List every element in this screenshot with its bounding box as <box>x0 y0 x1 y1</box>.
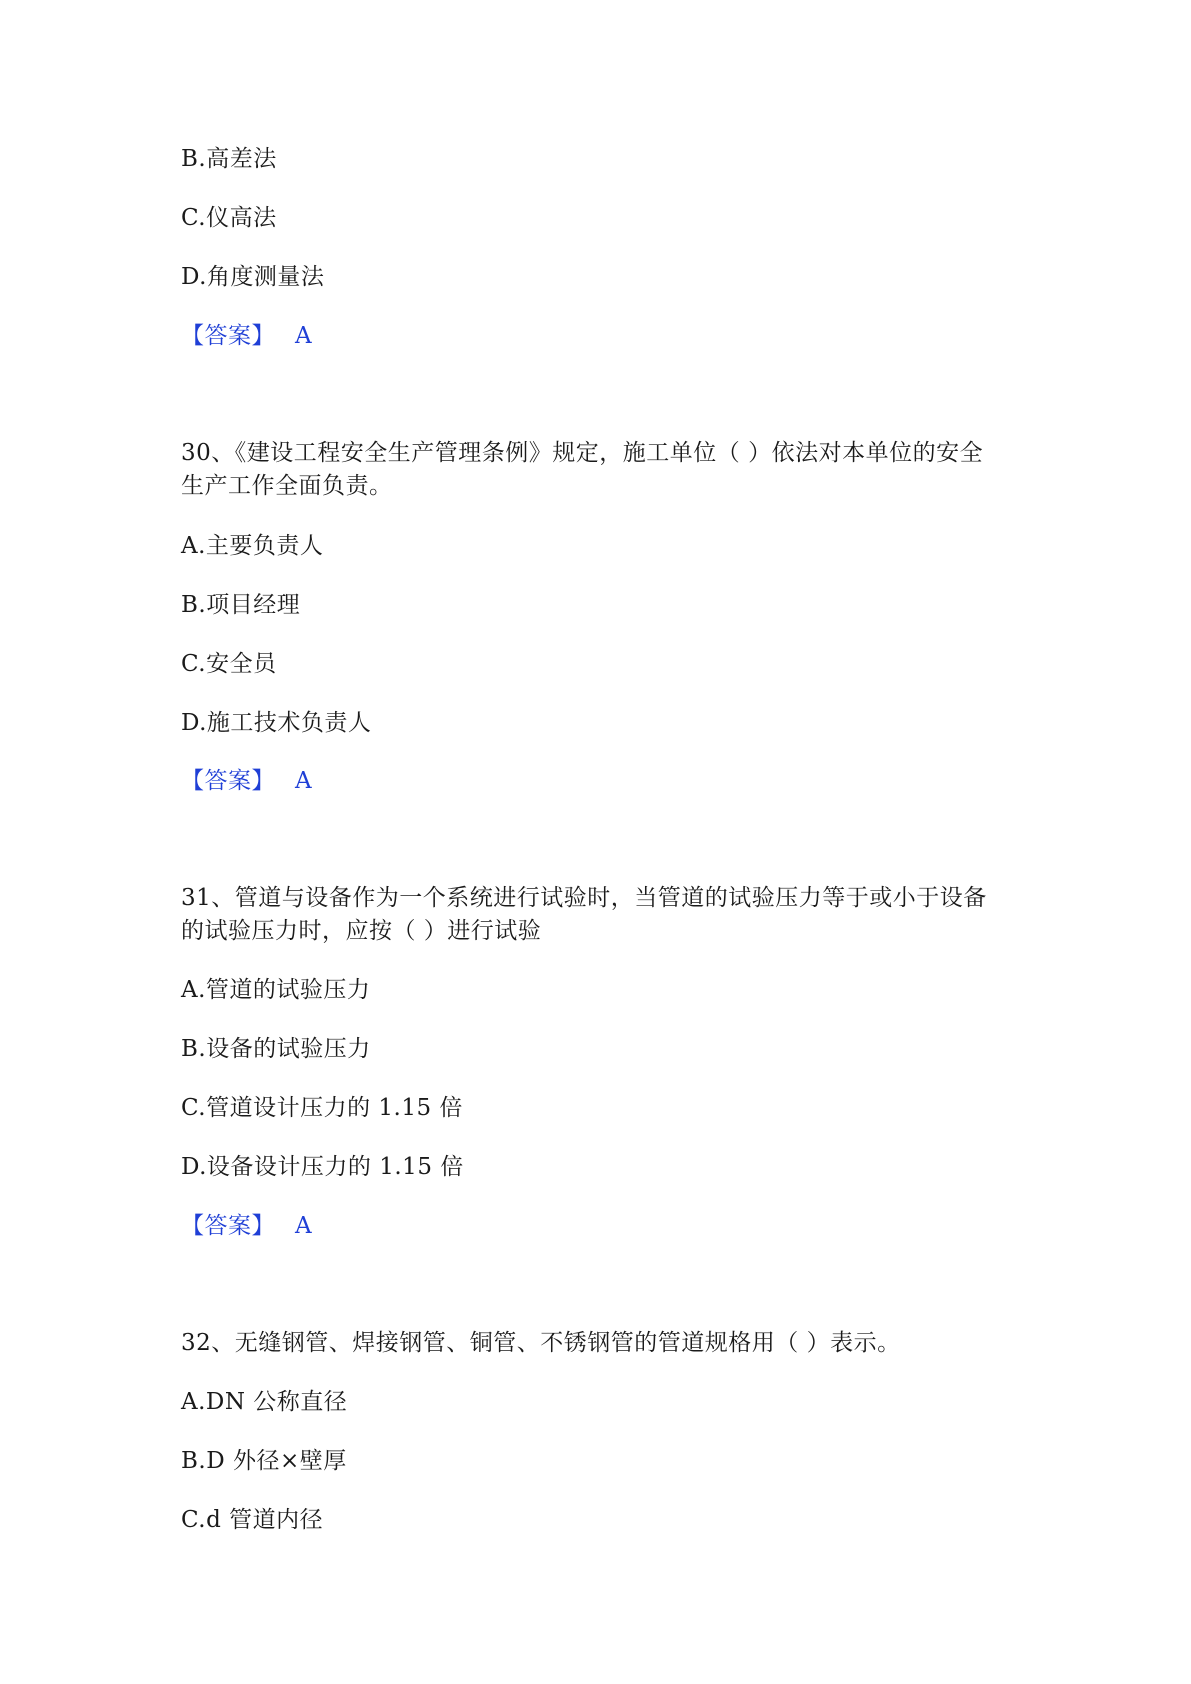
q31-option-c: C.管道设计压力的 1.15 倍 <box>181 1095 463 1121</box>
answer-line <box>181 321 312 351</box>
q32-option-c: C.d 管道内径 <box>181 1507 324 1533</box>
answer-value: A <box>295 1213 313 1239</box>
q31-answer-line <box>181 1211 312 1241</box>
q30-answer-line <box>181 766 312 796</box>
answer-value: A <box>295 768 313 794</box>
question-31-text-line1: 31、管道与设备作为一个系统进行试验时，当管道的试验压力等于或小于设备 <box>181 885 987 911</box>
option-b: B.高差法 <box>181 146 277 172</box>
answer-label: 【答案】 <box>181 1213 275 1239</box>
q31-option-b: B.设备的试验压力 <box>181 1036 371 1062</box>
question-30-text-line1: 30、《建设工程安全生产管理条例》规定，施工单位（ ）依法对本单位的安全 <box>181 440 984 466</box>
answer-label: 【答案】 <box>181 323 275 349</box>
q31-option-a: A.管道的试验压力 <box>181 977 371 1003</box>
answer-label: 【答案】 <box>181 768 275 794</box>
q31-option-d: D.设备设计压力的 1.15 倍 <box>181 1154 464 1180</box>
q32-option-a: A.DN 公称直径 <box>181 1389 348 1415</box>
q30-option-a: A.主要负责人 <box>181 533 324 559</box>
q30-option-c: C.安全员 <box>181 651 277 677</box>
question-31-text-line2: 的试验压力时，应按（ ）进行试验 <box>181 918 542 944</box>
option-d: D.角度测量法 <box>181 264 325 290</box>
option-c: C.仪高法 <box>181 205 277 231</box>
q30-option-d: D.施工技术负责人 <box>181 710 372 736</box>
question-30-text-line2: 生产工作全面负责。 <box>181 473 393 499</box>
answer-value: A <box>295 323 313 349</box>
q30-option-b: B.项目经理 <box>181 592 301 618</box>
q32-option-b: B.D 外径×壁厚 <box>181 1448 347 1474</box>
question-32-text: 32、无缝钢管、焊接钢管、铜管、不锈钢管的管道规格用（ ）表示。 <box>181 1330 901 1356</box>
